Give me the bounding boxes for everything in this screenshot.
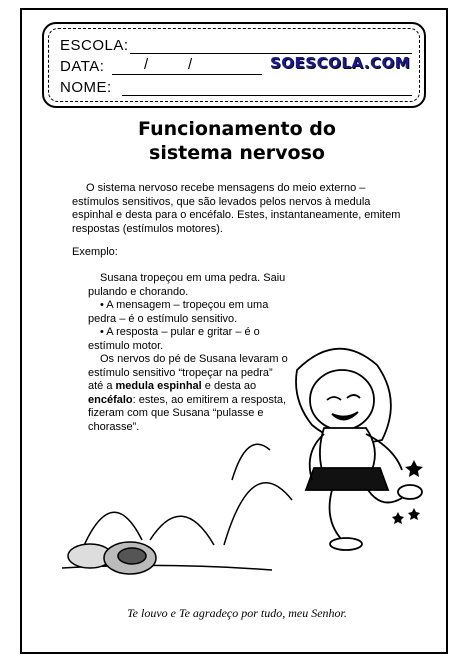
date-slash-1: / bbox=[144, 56, 149, 73]
exemplo-label: Exemplo: bbox=[72, 246, 118, 258]
title-line-2: sistema nervoso bbox=[149, 142, 325, 164]
encefalo-term: encéfalo bbox=[88, 393, 133, 406]
nome-line[interactable] bbox=[122, 95, 412, 96]
story-line-1: Susana tropeçou em uma pedra. Saiu pulando e chorando. bbox=[88, 272, 286, 298]
data-label: DATA: bbox=[60, 58, 105, 75]
data-line[interactable] bbox=[112, 74, 262, 75]
bounce-arcs bbox=[82, 444, 292, 550]
escola-label: ESCOLA: bbox=[60, 37, 129, 54]
data-field bbox=[60, 56, 193, 75]
girl-jumping-illustration bbox=[42, 330, 442, 600]
story-line-2: • A mensagem – tropeçou em uma pedra – é o estímulo sensitivo. bbox=[88, 299, 269, 325]
date-slash-2: / bbox=[188, 56, 193, 73]
escola-field bbox=[60, 37, 129, 54]
intro-paragraph: O sistema nervoso recebe mensagens do meio externo – estímulos sensitivos, que são levados pelos nervos à medula espinhal e desta para o encéfalo. Estes, instantaneamente, emitem respostas (estímulos motores). bbox=[72, 182, 401, 235]
title-line-1: Funcionamento do bbox=[138, 118, 336, 140]
story-line-4c: e desta ao bbox=[201, 380, 257, 392]
girl-figure bbox=[296, 349, 422, 550]
brand-logo: SOESCOLA.COM bbox=[270, 54, 411, 72]
medula-term: medula espinhal bbox=[115, 380, 202, 392]
story-line-4e: : estes, ao emitirem a resposta, fizeram com que Susana “pulasse e chorasse”. bbox=[88, 393, 287, 433]
nome-field bbox=[60, 79, 112, 96]
rock-pile bbox=[68, 542, 156, 574]
footer-text: Te louvo e Te agradeço por tudo, meu Senhor. bbox=[127, 606, 347, 620]
story-line-4a: Os nervos do pé de Susana levaram o estímulo sensitivo “tropeçar na pedra” até a bbox=[88, 353, 288, 392]
nome-label: NOME: bbox=[60, 79, 112, 96]
student-info-box bbox=[42, 22, 426, 108]
story-line-3: • A resposta – pular e gritar – é o estímulo motor. bbox=[88, 326, 260, 352]
